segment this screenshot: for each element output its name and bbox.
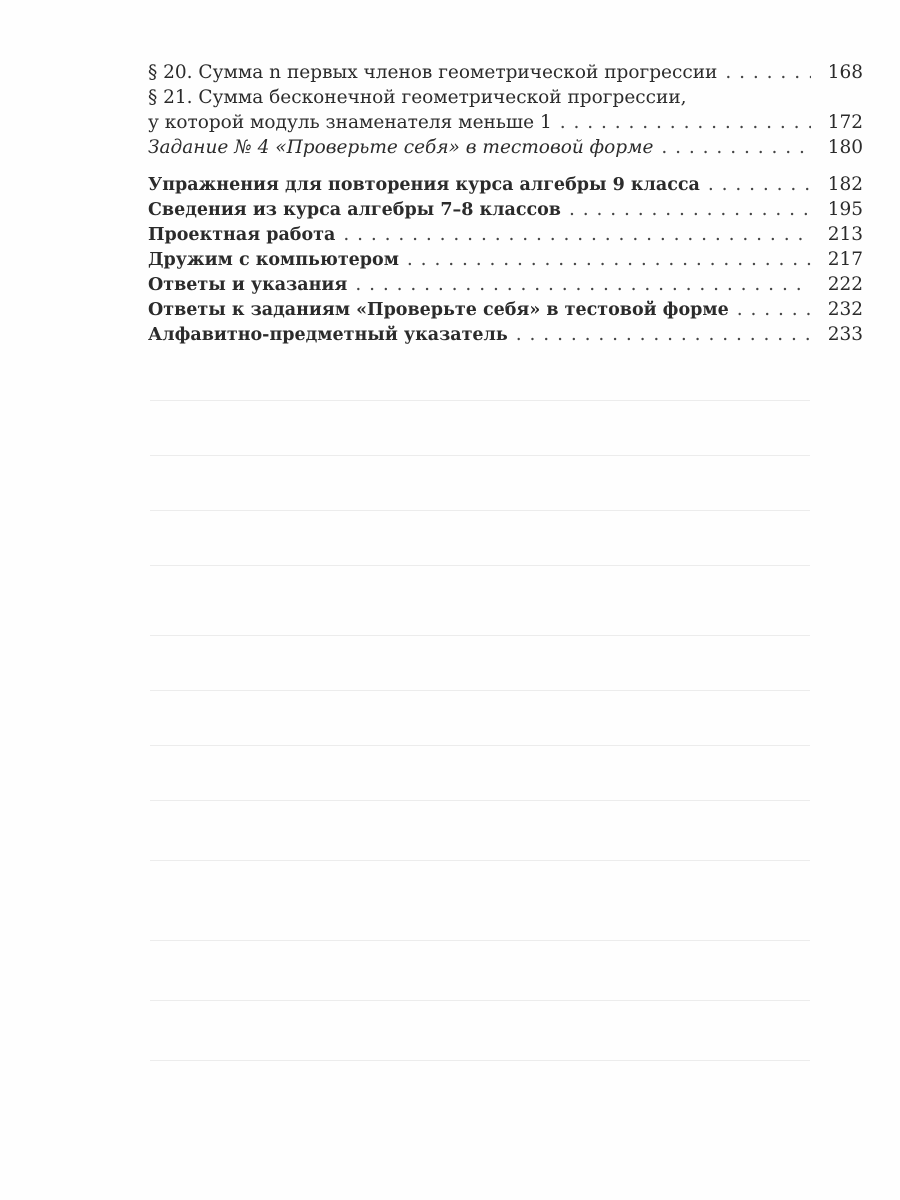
bleed-through-line <box>150 745 810 746</box>
toc-entry-section-21-line-1 <box>148 85 863 110</box>
toc-entry-section-20 <box>148 60 863 85</box>
toc-entry-title: Проектная работа <box>148 225 336 245</box>
dot-leader <box>516 322 811 347</box>
bleed-through-line <box>150 400 810 401</box>
bleed-through-line <box>150 940 810 941</box>
toc-entry-title: § 20. Сумма n первых членов геометрической прогрессии <box>148 62 718 83</box>
toc-entry-algebra-7-8 <box>148 197 863 222</box>
dot-leader <box>407 247 811 272</box>
toc-entry-page: 213 <box>827 224 863 245</box>
toc-entry-page: 172 <box>827 112 863 133</box>
dot-leader <box>355 272 811 297</box>
toc-entry-title-continuation: у которой модуль знаменателя меньше 1 <box>148 112 552 133</box>
toc-entry-title: Задание № 4 «Проверьте себя» в тестовой форме <box>148 137 654 158</box>
toc-entry-answers <box>148 272 863 297</box>
dot-leader <box>708 172 811 197</box>
bleed-through-line <box>150 1000 810 1001</box>
toc-entry-title: Сведения из курса алгебры 7–8 классов <box>148 200 561 220</box>
toc-entry-page: 180 <box>827 137 863 158</box>
dot-leader <box>737 297 811 322</box>
toc-entry-section-21-line-2 <box>148 110 863 135</box>
toc-entry-title: Дружим с компьютером <box>148 250 399 270</box>
table-of-contents <box>148 60 863 347</box>
toc-entry-project-work <box>148 222 863 247</box>
toc-entry-page: 217 <box>827 249 863 270</box>
toc-entry-page: 222 <box>827 274 863 295</box>
dot-leader <box>569 197 811 222</box>
bleed-through-line <box>150 565 810 566</box>
toc-entry-review-exercises <box>148 172 863 197</box>
section-spacer <box>148 160 863 172</box>
bleed-through-line <box>150 800 810 801</box>
bleed-through-line <box>150 455 810 456</box>
toc-entry-test-answers <box>148 297 863 322</box>
toc-entry-page: 168 <box>827 62 863 83</box>
toc-entry-title: § 21. Сумма бесконечной геометрической прогрессии, <box>148 87 687 108</box>
dot-leader <box>661 135 811 160</box>
toc-entry-page: 195 <box>827 199 863 220</box>
toc-entry-task-4 <box>148 135 863 160</box>
toc-entry-title: Упражнения для повторения курса алгебры 9 класса <box>148 175 700 195</box>
bleed-through-line <box>150 1060 810 1061</box>
dot-leader <box>560 110 811 135</box>
toc-entry-page: 232 <box>827 299 863 320</box>
toc-entry-index <box>148 322 863 347</box>
bleed-through-line <box>150 690 810 691</box>
dot-leader <box>343 222 811 247</box>
toc-entry-title: Алфавитно-предметный указатель <box>148 325 508 345</box>
bleed-through-line <box>150 510 810 511</box>
toc-entry-title: Ответы к заданиям «Проверьте себя» в тестовой форме <box>148 300 729 320</box>
toc-entry-computer <box>148 247 863 272</box>
toc-entry-page: 182 <box>827 174 863 195</box>
bleed-through-line <box>150 860 810 861</box>
bleed-through-line <box>150 635 810 636</box>
dot-leader <box>725 60 811 85</box>
toc-entry-page: 233 <box>827 324 863 345</box>
toc-entry-title: Ответы и указания <box>148 275 348 295</box>
